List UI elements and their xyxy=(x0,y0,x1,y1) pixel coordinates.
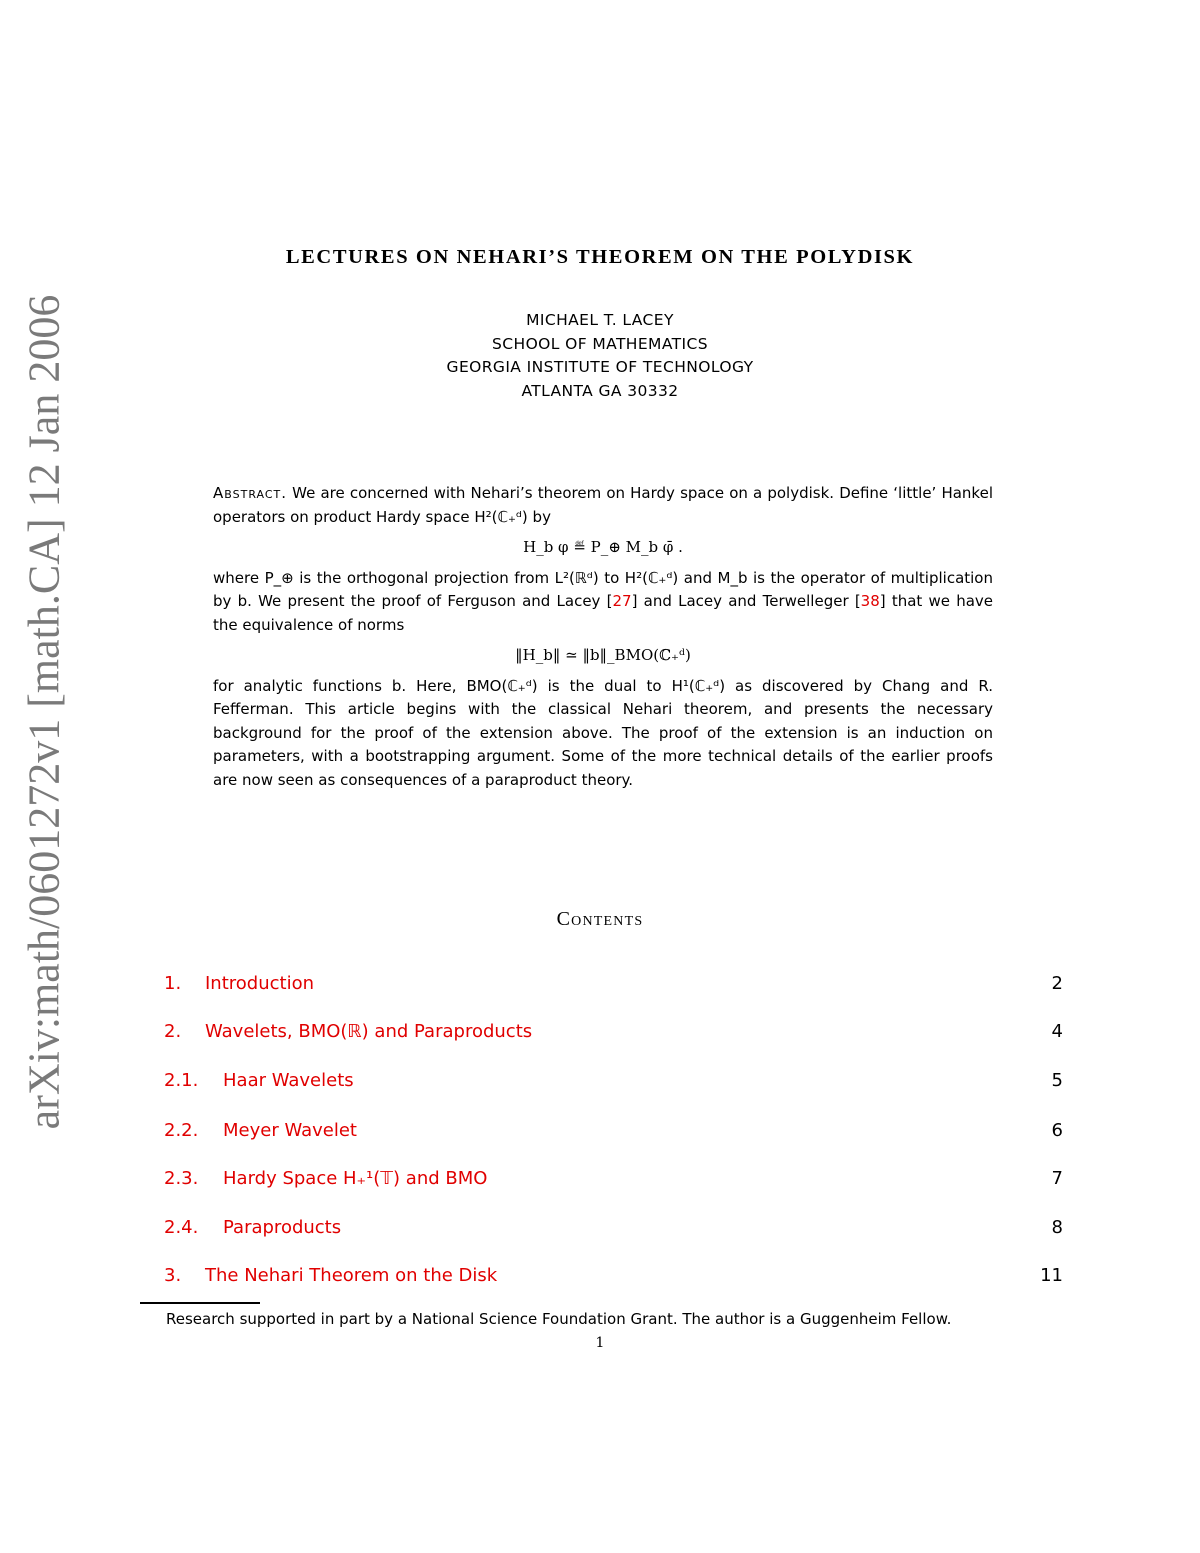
toc-entry[interactable] xyxy=(164,1217,1063,1243)
author-block xyxy=(0,309,1200,403)
arxiv-stamp-text: arXiv:math/0601272v1 [math.CA] 12 Jan 2006 xyxy=(19,294,69,1130)
abstract-paragraph-1 xyxy=(213,482,993,529)
toc-page: 5 xyxy=(1051,1070,1063,1091)
footnote-rule xyxy=(140,1302,260,1304)
toc-page: 6 xyxy=(1051,1120,1063,1141)
citation-link-27[interactable]: 27 xyxy=(612,592,632,610)
footnote: Research supported in part by a National Science Foundation Grant. The author is a Guggenheim Fellow. xyxy=(166,1310,952,1328)
abstract-equation-1: H_b φ ≝ P_⊕ M_b φ̄ . xyxy=(523,538,683,556)
paper-title: LECTURES ON NEHARI’S THEOREM ON THE POLYDISK xyxy=(285,246,915,268)
toc-number: 2. xyxy=(164,1021,182,1042)
toc-link[interactable]: Introduction xyxy=(205,973,315,994)
abstract-text-2b: ] and Lacey and Terwelleger [ xyxy=(631,592,861,610)
toc-link[interactable]: Wavelets, BMO(ℝ) and Paraproducts xyxy=(205,1021,533,1042)
toc-number: 2.2. xyxy=(164,1120,199,1141)
toc-number: 1. xyxy=(164,973,182,994)
author-name: MICHAEL T. LACEY xyxy=(526,311,674,329)
toc-entry[interactable] xyxy=(164,1120,1063,1146)
toc-entry[interactable] xyxy=(164,1265,1063,1291)
toc-link[interactable]: The Nehari Theorem on the Disk xyxy=(205,1265,498,1286)
toc-entry[interactable] xyxy=(164,973,1063,999)
toc-page: 4 xyxy=(1051,1021,1063,1042)
abstract-text-1: We are concerned with Nehari’s theorem on Hardy space on a polydisk. Define ‘little’ Hankel operators on product Hardy space H²(ℂ₊ᵈ) by xyxy=(213,484,993,526)
toc-link[interactable]: Paraproducts xyxy=(223,1217,342,1238)
toc-number: 2.4. xyxy=(164,1217,199,1238)
toc-link[interactable]: Hardy Space H₊¹(𝕋) and BMO xyxy=(223,1168,488,1189)
author-address: ATLANTA GA 30332 xyxy=(521,381,679,400)
toc-link[interactable]: Meyer Wavelet xyxy=(223,1120,357,1141)
page-number: 1 xyxy=(595,1335,605,1351)
toc-page: 11 xyxy=(1040,1265,1063,1286)
toc-page: 8 xyxy=(1051,1217,1063,1238)
author-school: SCHOOL OF MATHEMATICS xyxy=(492,334,708,353)
author-institute: GEORGIA INSTITUTE OF TECHNOLOGY xyxy=(446,358,754,376)
abstract-heading: Abstract. xyxy=(213,484,288,502)
abstract-equation-2: ‖H_b‖ ≃ ‖b‖_BMO(ℂ₊ᵈ) xyxy=(515,646,691,664)
toc-entry[interactable] xyxy=(164,1168,1063,1194)
abstract-text-2c: ] that we have the equivalence of norms xyxy=(213,592,994,634)
abstract-text-2a: where P_⊕ is the orthogonal projection from L²(ℝᵈ) to H²(ℂ₊ᵈ) and M_b is the operator of multiplication by b. We present the proof of Ferguson and Lacey [ xyxy=(213,568,993,610)
toc-link[interactable]: Haar Wavelets xyxy=(223,1070,354,1091)
abstract xyxy=(213,482,993,792)
citation-link-38[interactable]: 38 xyxy=(860,592,880,610)
toc-entry[interactable] xyxy=(164,1070,1063,1096)
toc-number: 2.3. xyxy=(164,1168,199,1189)
contents-heading: Contents xyxy=(556,908,644,930)
abstract-paragraph-3: for analytic functions b. Here, BMO(ℂ₊ᵈ) is the dual to H¹(ℂ₊ᵈ) as discovered by Chang and R. Fefferman. This article begins with the classical Nehari theorem, and presents the necessary background for the proof of the extension above. The proof of the extension is an induction on parameters, with a bootstrapping argument. Some of the more technical details of the earlier proofs are now seen as consequences of a paraproduct theory. xyxy=(213,676,993,789)
toc-page: 7 xyxy=(1051,1168,1063,1189)
toc-number: 2.1. xyxy=(164,1070,199,1091)
abstract-paragraph-2 xyxy=(213,567,993,638)
toc-entry[interactable] xyxy=(164,1021,1063,1047)
toc-number: 3. xyxy=(164,1265,182,1286)
toc-page: 2 xyxy=(1051,973,1063,994)
